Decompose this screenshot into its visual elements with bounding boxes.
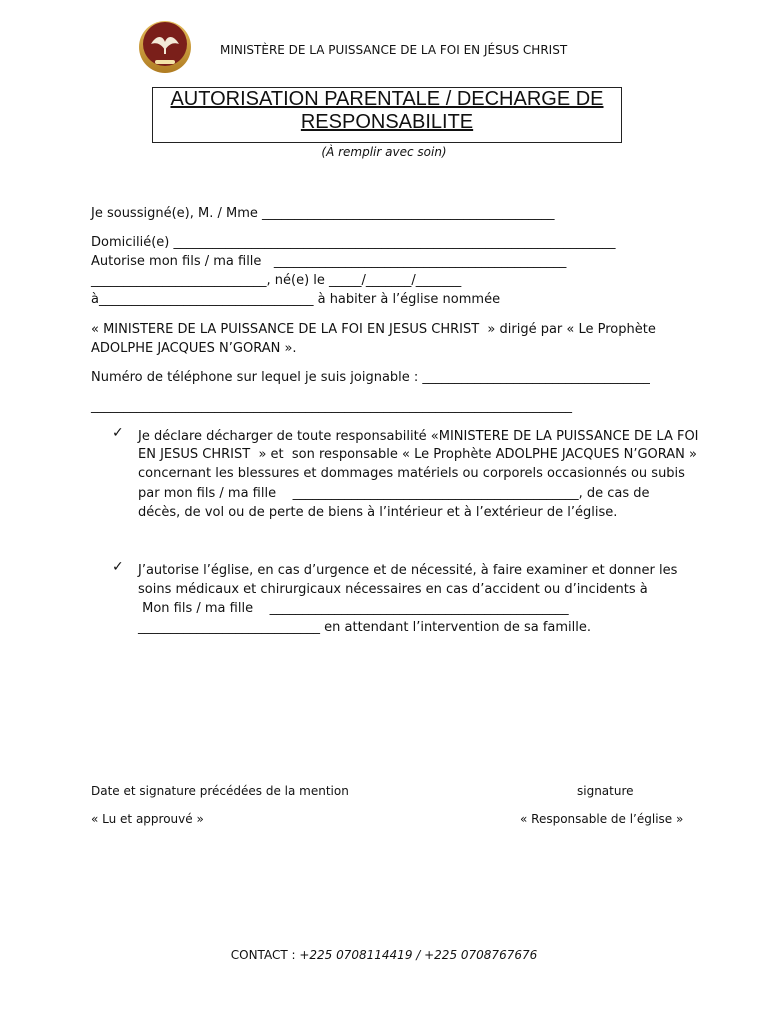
clause-2-line-4: ____________________________ en attendant l’intervention de sa famille. (138, 620, 592, 635)
check-icon: ✓ (112, 559, 124, 575)
form-line-child: Autorise mon fils / ma fille _____________________________________________ (91, 254, 567, 269)
church-paragraph-line-2: ADOLPHE JACQUES N’GORAN ». (91, 341, 297, 356)
clause-1-line-1: Je déclare décharger de toute responsabilité «MINISTERE DE LA PUISSANCE DE LA FOI (138, 429, 699, 444)
signature-left-mention: « Lu et approuvé » (91, 812, 204, 826)
form-line-address: Domicilié(e) ____________________________________________________________________ (91, 235, 616, 250)
form-line-birth: ___________________________, né(e) le _____/_______/_______ (91, 273, 462, 288)
clause-1-line-4: par mon fils / ma fille ____________________________________________, de cas de (138, 486, 650, 501)
form-line-name: Je soussigné(e), M. / Mme _____________________________________________ (91, 206, 555, 221)
title-line-2: RESPONSABILITE (300, 111, 474, 133)
document-title (152, 87, 622, 143)
form-line-place: à_________________________________ à habiter à l’église nommée (91, 292, 501, 307)
clause-1-line-5: décès, de vol ou de perte de biens à l’intérieur et à l’extérieur de l’église. (138, 505, 618, 520)
signature-right-label: signature (577, 784, 634, 798)
check-icon: ✓ (112, 425, 124, 441)
signature-left-label: Date et signature précédées de la mention (91, 784, 349, 798)
clause-2-line-1: J’autorise l’église, en cas d’urgence et de nécessité, à faire examiner et donner les (138, 563, 678, 578)
phone-line: Numéro de téléphone sur lequel je suis joignable : ___________________________________ (91, 370, 650, 385)
subtitle: (À remplir avec soin) (321, 145, 447, 159)
contact-phones: +225 0708114419 / +225 0708767676 (299, 948, 538, 962)
clause-2-line-2: soins médicaux et chirurgicaux nécessaires en cas d’accident ou d’incidents à (138, 582, 648, 597)
church-paragraph-line-1: « MINISTERE DE LA PUISSANCE DE LA FOI EN JESUS CHRIST » dirigé par « Le Prophète (91, 322, 656, 337)
ministry-logo (137, 20, 193, 74)
contact-label: CONTACT : (230, 948, 300, 962)
clause-1-line-3: concernant les blessures et dommages matériels ou corporels occasionnés ou subis (138, 466, 685, 481)
contact-footer (0, 948, 768, 962)
phone-line-continuation: __________________________________________________________________________ (91, 399, 572, 414)
ministry-header: MINISTÈRE DE LA PUISSANCE DE LA FOI EN JÉSUS CHRIST (220, 43, 568, 57)
clause-2-line-3: Mon fils / ma fille ______________________________________________ (138, 601, 569, 616)
signature-right-mention: « Responsable de l’église » (520, 812, 684, 826)
clause-1-line-2: EN JESUS CHRIST » et son responsable « Le Prophète ADOLPHE JACQUES N’GORAN » (138, 447, 697, 462)
title-line-1: AUTORISATION PARENTALE / DECHARGE DE (170, 88, 604, 110)
